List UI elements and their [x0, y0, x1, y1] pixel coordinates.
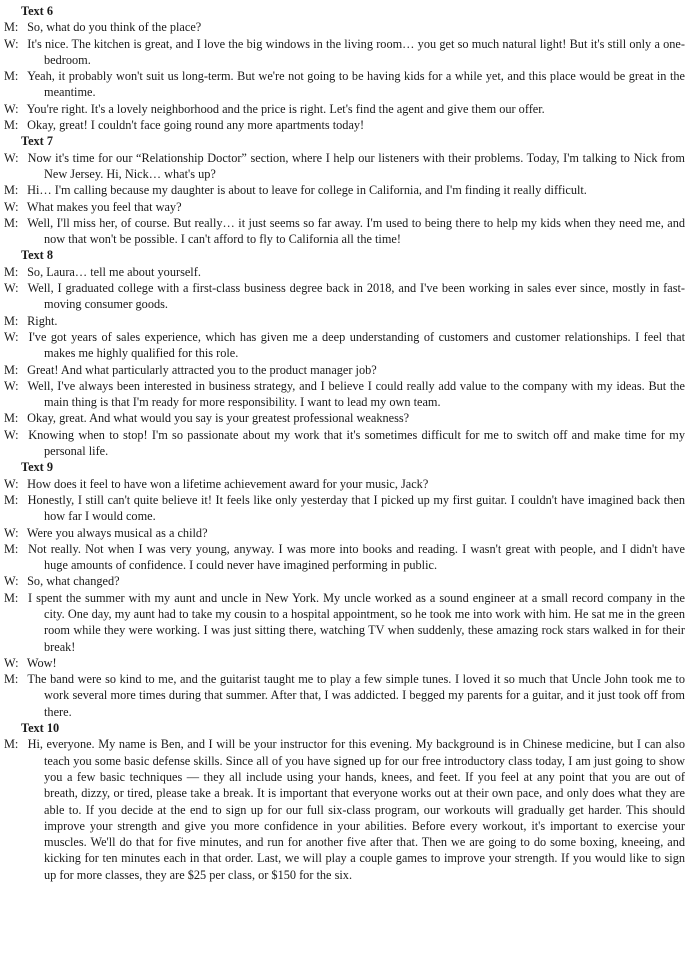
transcript-section: [4, 459, 686, 720]
dialogue-line: M: Not really. Not when I was very young, anyway. I was more into books and reading. I wasn't great with people, and I didn't have huge amounts of confidence. I could never have imagined performing in public.: [4, 541, 685, 573]
dialogue-text: So, what do you think of the place?: [27, 20, 202, 35]
dialogue-line: M: The band were so kind to me, and the guitarist taught me to play a few simple tunes. I loved it so much that Uncle John took me to work several more times during that summer. After that, I was addicted. I begged my parents for a guitar, and it just took off from there.: [4, 672, 685, 719]
dialogue-line: M: Okay, great! I couldn't face going round any more apartments today!: [4, 118, 365, 133]
dialogue-line: M: So, what do you think of the place?: [4, 20, 202, 35]
dialogue-text: Were you always musical as a child?: [26, 525, 208, 540]
dialogue-line: W: Knowing when to stop! I'm so passionate about my work that it's sometimes difficult for me to switch off and make time for my personal life.: [4, 427, 686, 459]
dialogue-line: M: Yeah, it probably won't suit us long-term. But we're not going to be having kids for a while yet, and this place would be great in the meantime.: [4, 69, 685, 100]
dialogue-text: So, Laura… tell me about yourself.: [27, 264, 201, 279]
dialogue-text: So, what changed?: [27, 574, 120, 589]
dialogue-line: W: How does it feel to have won a lifetime achievement award for your music, Jack?: [4, 476, 429, 491]
dialogue-line: M: Honestly, I still can't quite believe it! It feels like only yesterday that I picked up my first guitar. I couldn't have imagined back then how far I would come.: [4, 492, 686, 524]
section-heading: Text 8: [21, 248, 53, 263]
dialogue-line: M: Well, I'll miss her, of course. But really… it just seems so far away. I'm used to being there to help my kids when they need me, and now that won't be possible. I can't afford to fly to California all the time!: [4, 215, 685, 247]
dialogue-line: M: Right.: [4, 313, 58, 328]
dialogue-text: Not really. Not when I was very young, anyway. I was more into books and reading. I wasn't great with people, and I didn't have huge amounts of confidence. I could never have imagined performing in public.: [28, 541, 685, 573]
dialogue-text: How does it feel to have won a lifetime achievement award for your music, Jack?: [27, 476, 429, 491]
dialogue-text: Wow!: [26, 655, 57, 670]
dialogue-line: M: So, Laura… tell me about yourself.: [4, 264, 201, 279]
dialogue-text: Great! And what particularly attracted you to the product manager job?: [27, 362, 377, 377]
dialogue-line: W: Well, I've always been interested in business strategy, and I believe I could really add value to the company with my ideas. But the main thing is that I'm ready for more responsibility. I want to lead my own team.: [4, 378, 685, 410]
dialogue-line: M: Great! And what particularly attracted you to the product manager job?: [4, 362, 377, 377]
dialogue-line: W: Were you always musical as a child?: [4, 525, 208, 540]
section-heading: Text 9: [21, 460, 53, 475]
section-heading: Text 10: [21, 721, 60, 736]
transcript-section: [4, 247, 686, 459]
dialogue-line: M: I spent the summer with my aunt and uncle in New York. My uncle worked as a sound engineer at a small record company in the city. One day, my aunt had to take my cousin to a hospital appointment, so he took me into work with him. He sat me in the green room while they were working. I was just sitting there, watching TV when suddenly, these amazing rock stars walked in for their break!: [4, 590, 685, 654]
dialogue-line: M: Hi, everyone. My name is Ben, and I will be your instructor for this evening. My background is in Chinese medicine, but I can also teach you some basic defense skills. Since all of you have signed up for our free introductory class today, I am just going to show you a few basic techniques — they all include using your hands, knees, and feet. If you feel at any point that you are out of breath, dizzy, or tired, please take a break. It is important that everyone works out at their own pace, and only does what they are able to. If you decide at the end to sign up for our full six-class program, our workouts will gradually get harder. This should improve your strength and give you more confidence in your abilities. Before every workout, it's important to exercise your muscles. We'll do that for five minutes, and run for another five after that. Then we are going to do some boxing, kneeing, and kicking for ten minutes each in that order. Last, we will play a couple games to improve your strength. If you would like to sign up for more classes, they are $25 per class, or $150 for the six.: [4, 737, 685, 882]
dialogue-text: I've got years of sales experience, which has given me a deep understanding of customers and customer relationships. I feel that makes me highly qualified for this role.: [28, 329, 685, 361]
dialogue-line: W: You're right. It's a lovely neighborhood and the price is right. Let's find the agent and give them our offer.: [4, 101, 545, 116]
dialogue-line: W: It's nice. The kitchen is great, and I love the big windows in the living room… you get so much natural light! But it's still only a one-bedroom.: [4, 36, 685, 67]
dialogue-line: W: So, what changed?: [4, 574, 120, 589]
dialogue-line: W: What makes you feel that way?: [4, 199, 182, 214]
dialogue-text: Okay, great! I couldn't face going round any more apartments today!: [27, 118, 365, 133]
dialogue-text: Knowing when to stop! I'm so passionate about my work that it's sometimes difficult for me to switch off and make time for my personal life.: [28, 427, 686, 459]
transcript-section: [4, 3, 685, 133]
dialogue-line: W: I've got years of sales experience, which has given me a deep understanding of customers and customer relationships. I feel that makes me highly qualified for this role.: [4, 329, 685, 361]
dialogue-text: It's nice. The kitchen is great, and I love the big windows in the living room… you get so much natural light! But it's still only a one-bedroom.: [27, 36, 685, 67]
dialogue-line: W: Wow!: [4, 655, 57, 670]
dialogue-text: You're right. It's a lovely neighborhood and the price is right. Let's find the agent and give them our offer.: [26, 101, 545, 116]
dialogue-text: I spent the summer with my aunt and uncle in New York. My uncle worked as a sound engineer at a small record company in the city. One day, my aunt had to take my cousin to a hospital appointment, so he took me into work with him. He sat me in the green room while they were working. I was just sitting there, watching TV when suddenly, these amazing rock stars walked in for their break!: [28, 590, 685, 654]
section-heading: Text 6: [21, 4, 53, 18]
dialogue-text: Yeah, it probably won't suit us long-term. But we're not going to be having kids for a while yet, and this place would be great in the meantime.: [27, 69, 685, 100]
dialogue-text: Now it's time for our “Relationship Doctor” section, where I help our listeners with their problems. Today, I'm talking to Nick from New Jersey. Hi, Nick… what's up?: [27, 150, 685, 181]
dialogue-text: Honestly, I still can't quite believe it! It feels like only yesterday that I picked up my first guitar. I couldn't have imagined back then how far I would come.: [27, 492, 686, 524]
transcript-section: [4, 720, 685, 883]
dialogue-text: Okay, great. And what would you say is your greatest professional weakness?: [27, 411, 410, 426]
transcript-section: [4, 133, 685, 247]
section-heading: Text 7: [21, 134, 53, 149]
dialogue-text: Hi, everyone. My name is Ben, and I will be your instructor for this evening. My background is in Chinese medicine, but I can also teach you some basic defense skills. Since all of you have signed up for our free introductory class today, I am just going to show you a few basic techniques — they all include using your hands, knees, and feet. If you feel at any point that you are out of breath, dizzy, or tired, please take a break. It is important that everyone works out at their own pace, and only does what they are able to. If you decide at the end to sign up for our full six-class program, our workouts will gradually get harder. This should improve your strength and give you more confidence in your abilities. Before every workout, it's important to exercise your muscles. We'll do that for five minutes, and run for another five after that. Then we are going to do some boxing, kneeing, and kicking for ten minutes each in that order. Last, we will play a couple games to improve your strength. If you would like to sign up for more classes, they are $25 per class, or $150 for the six.: [27, 737, 685, 882]
dialogue-text: Well, I'll miss her, of course. But really… it just seems so far away. I'm used to being there to help my kids when they need me, and now that won't be possible. I can't afford to fly to California all the time!: [27, 215, 685, 247]
dialogue-line: M: Hi… I'm calling because my daughter is about to leave for college in California, and I'm finding it really difficult.: [4, 183, 587, 198]
dialogue-text: Well, I graduated college with a first-class business degree back in 2018, and I've been working in sales ever since, mostly in fast-moving consumer goods.: [27, 281, 685, 312]
dialogue-text: The band were so kind to me, and the guitarist taught me to play a few simple tunes. I loved it so much that Uncle John took me to work several more times during that summer. After that, I was addicted. I begged my parents for a guitar, and it just took off from there.: [27, 672, 685, 719]
dialogue-text: Well, I've always been interested in business strategy, and I believe I could really add value to the company with my ideas. But the main thing is that I'm ready for more responsibility. I want to lead my own team.: [27, 378, 685, 410]
dialogue-line: M: Okay, great. And what would you say is your greatest professional weakness?: [4, 411, 410, 426]
dialogue-text: Hi… I'm calling because my daughter is about to leave for college in California, and I'm finding it really difficult.: [27, 183, 587, 198]
dialogue-text: Right.: [27, 313, 58, 328]
dialogue-line: W: Well, I graduated college with a first-class business degree back in 2018, and I've been working in sales ever since, mostly in fast-moving consumer goods.: [4, 281, 685, 312]
dialogue-text: What makes you feel that way?: [26, 199, 182, 214]
dialogue-line: W: Now it's time for our “Relationship Doctor” section, where I help our listeners with their problems. Today, I'm talking to Nick from New Jersey. Hi, Nick… what's up?: [4, 150, 685, 181]
